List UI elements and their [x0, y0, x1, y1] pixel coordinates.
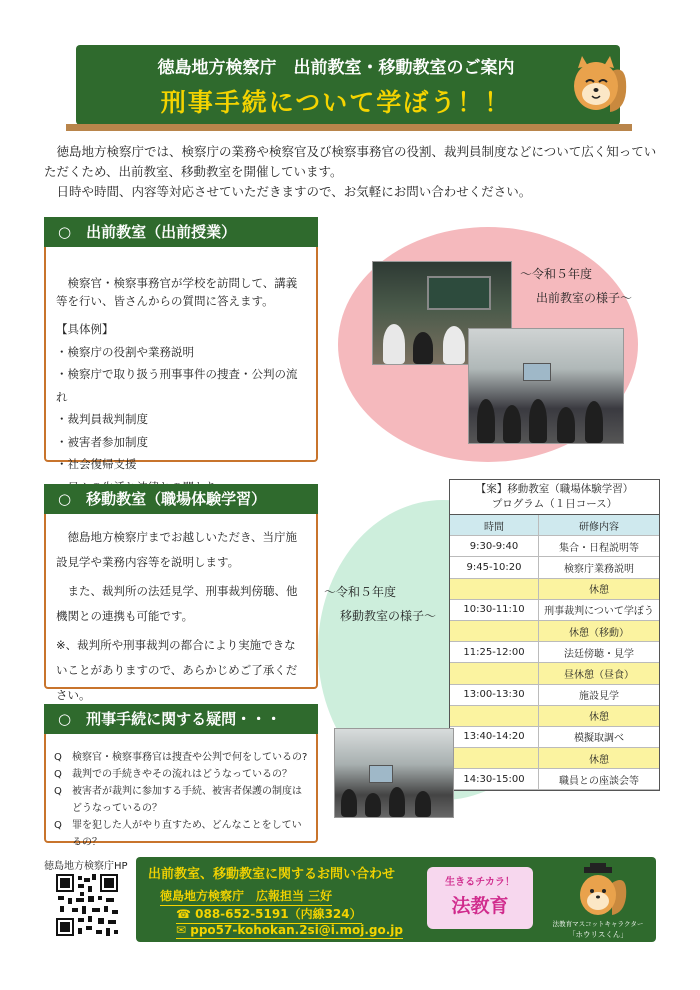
mobile-class-paragraph: また、裁判所の法廷見学、刑事裁判傍聴、他機関との連携も可能です。 — [56, 584, 298, 623]
caption-line: ～令和５年度 — [520, 267, 593, 281]
badge-tagline: 生きるチカラ！ — [445, 877, 515, 888]
schedule-time: 11:25-12:00 — [450, 642, 539, 663]
question-mark: Q — [54, 752, 62, 763]
contact-footer — [136, 857, 656, 942]
header-banner — [76, 45, 620, 125]
caption-line: ～令和５年度 — [324, 585, 397, 599]
question-text: 裁判での手続きやその流れはどうなっているの？ — [72, 769, 292, 780]
delivery-class-caption — [520, 262, 670, 310]
schedule-time — [450, 620, 539, 641]
column-header-content: 研修内容 — [539, 515, 660, 536]
delivery-class-description: 検察官・検察事務官が学校を訪問して、講義等を行い、皆さんからの質問に答えます。 — [56, 276, 298, 308]
schedule-content: 模擬取調べ — [539, 726, 660, 747]
break-row — [450, 578, 659, 599]
contact-department: 徳島地方検察庁 広報担当 三好 — [160, 887, 332, 906]
schedule-content: 法廷傍聴・見学 — [539, 642, 660, 663]
schedule-time — [450, 663, 539, 684]
list-item: ・社会復帰支援 — [56, 457, 137, 471]
lecture-hall-photo — [468, 328, 624, 444]
badge-title: 法教育 — [451, 895, 509, 917]
mobile-class-caption — [324, 580, 454, 628]
schedule-row — [450, 557, 659, 578]
table-header-row — [450, 515, 659, 536]
schedule-time: 13:00-13:30 — [450, 684, 539, 705]
question-text: 罪を犯した人がやり直すため、どんなことをしているの？ — [72, 820, 302, 848]
mascot-name: 「ホウリスくん」 — [568, 930, 628, 939]
break-row — [450, 663, 659, 684]
question-mark: Q — [54, 786, 62, 797]
break-row — [450, 748, 659, 769]
list-item: ・裁判員裁判制度 — [56, 412, 148, 426]
caption-line: 出前教室の様子～ — [536, 291, 633, 305]
schedule-content: 休憩 — [539, 748, 660, 769]
schedule-content: 集合・日程説明等 — [539, 536, 660, 557]
schedule-time — [450, 705, 539, 726]
program-title-line: 【案】移動教室（職場体験学習） — [475, 483, 634, 495]
visit-photo — [334, 728, 454, 818]
list-item: ・検察庁の役割や業務説明 — [56, 344, 194, 359]
contact-email[interactable]: ✉ ppo57-kohokan.2si@i.moj.go.jp — [176, 923, 403, 937]
schedule-content: 検察庁業務説明 — [539, 557, 660, 578]
delivery-class-box — [44, 242, 318, 471]
break-row — [450, 705, 659, 726]
schedule-content: 刑事裁判について学ぼう — [539, 599, 660, 620]
schedule-row — [450, 599, 659, 620]
qr-code-icon[interactable] — [54, 872, 120, 938]
delivery-class-heading: ○ 出前教室（出前授業） — [44, 217, 318, 247]
mobile-class-box — [44, 509, 318, 702]
question-item — [54, 783, 308, 817]
schedule-content: 職員との座談会等 — [539, 769, 660, 790]
question-item — [54, 766, 308, 783]
mascot-squirrel-icon — [570, 52, 630, 118]
intro-text — [44, 142, 664, 202]
intro-paragraph: 日時や時間、内容等対応させていただきますので、お気軽にお問い合わせください。 — [56, 184, 532, 199]
mobile-class-note: ※、裁判所や刑事裁判の都合により実施できないことがありますので、あらかじめご了承ください。 — [56, 638, 298, 702]
schedule-content: 施設見学 — [539, 684, 660, 705]
schedule-time: 9:45-10:20 — [450, 557, 539, 578]
break-row — [450, 620, 659, 641]
schedule-time — [450, 748, 539, 769]
program-title — [450, 480, 659, 515]
header-subtitle: 刑事手続について学ぼう！！ — [160, 88, 512, 117]
homepage-label: 徳島地方検察庁HP — [44, 861, 128, 872]
questions-heading: ○ 刑事手続に関する疑問・・・ — [44, 704, 318, 734]
law-education-badge — [427, 867, 533, 929]
schedule-time: 14:30-15:00 — [450, 769, 539, 790]
schedule-row — [450, 642, 659, 663]
mobile-class-paragraph: 徳島地方検察庁までお越しいただき、当庁施設見学や業務内容等を説明します。 — [56, 530, 298, 569]
schedule-content: 休憩 — [539, 578, 660, 599]
question-item — [54, 749, 308, 766]
mascot-caption: 法教育マスコットキャラクター — [552, 920, 644, 928]
schedule-row — [450, 726, 659, 747]
schedule-row — [450, 684, 659, 705]
examples-label: 【具体例】 — [56, 322, 114, 336]
question-text: 被害者が裁判に参加する手続、被害者保護の制度はどうなっているの？ — [72, 786, 302, 814]
schedule-content: 休憩 — [539, 705, 660, 726]
mascot-squirrel-icon — [576, 861, 628, 919]
program-table — [449, 479, 660, 791]
caption-line: 移動教室の様子～ — [340, 609, 437, 623]
intro-paragraph: 徳島地方検察庁では、検察庁の業務や検察官及び検察事務官の役割、裁判員制度などについて広く知っていただくため、出前教室、移動教室を開催しています。 — [44, 144, 657, 179]
questions-box — [44, 731, 318, 848]
question-item — [54, 817, 308, 851]
schedule-time: 10:30-11:10 — [450, 599, 539, 620]
program-title-line: プログラム（１日コース） — [491, 498, 618, 510]
contact-title: 出前教室、移動教室に関するお問い合わせ — [148, 867, 396, 882]
question-mark: Q — [54, 769, 62, 780]
schedule-time: 13:40-14:20 — [450, 726, 539, 747]
schedule-row — [450, 769, 659, 790]
schedule-row — [450, 536, 659, 557]
column-header-time: 時間 — [450, 515, 539, 536]
contact-phone[interactable]: ☎ 088-652-5191（内線324） — [176, 905, 362, 924]
question-text: 検察官・検察事務官は捜査や公判で何をしているの? — [72, 752, 308, 763]
schedule-content: 休憩（移動） — [539, 620, 660, 641]
question-mark: Q — [54, 820, 62, 831]
mobile-class-heading: ○ 移動教室（職場体験学習） — [44, 484, 318, 514]
schedule-time — [450, 578, 539, 599]
header-underline — [66, 124, 632, 131]
list-item: ・被害者参加制度 — [56, 434, 148, 449]
list-item: ・検察庁で取り扱う刑事事件の捜査・公判の流れ — [56, 367, 298, 404]
schedule-time: 9:30-9:40 — [450, 536, 539, 557]
header-title: 徳島地方検察庁 出前教室・移動教室のご案内 — [157, 58, 515, 78]
schedule-content: 昼休憩（昼食） — [539, 663, 660, 684]
